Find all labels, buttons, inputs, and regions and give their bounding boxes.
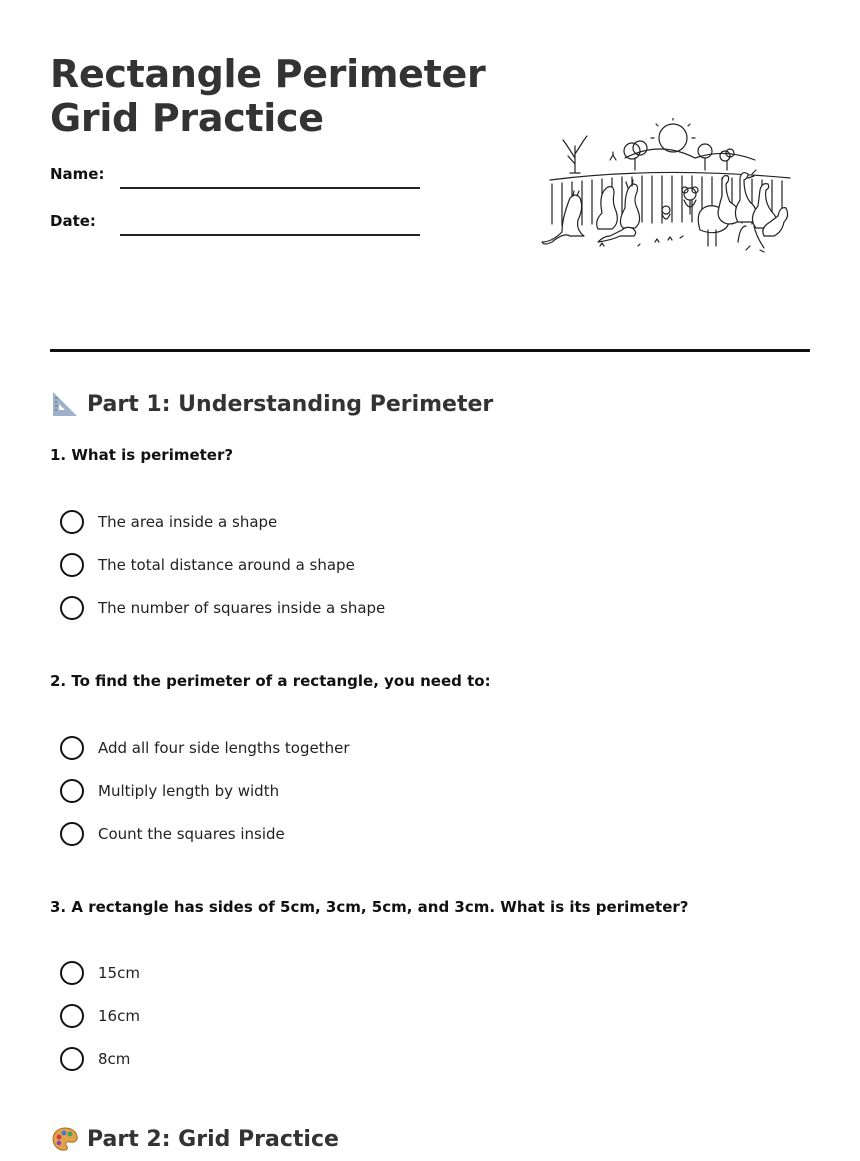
question-2: 2. To find the perimeter of a rectangle, you need to: <box>50 672 491 690</box>
radio-button[interactable] <box>60 822 84 846</box>
q2-option-2[interactable] <box>60 778 279 804</box>
australian-animals-illustration <box>540 118 800 268</box>
option-label: 16cm <box>98 1007 140 1025</box>
q2-option-3[interactable] <box>60 821 285 847</box>
palette-icon <box>50 1124 80 1154</box>
radio-button[interactable] <box>60 736 84 760</box>
worksheet-title <box>50 52 485 140</box>
part1-heading <box>50 389 493 419</box>
name-line[interactable] <box>120 187 420 189</box>
q1-option-2[interactable] <box>60 552 355 578</box>
part2-heading <box>50 1124 339 1154</box>
date-line[interactable] <box>120 234 420 236</box>
q1-option-1[interactable] <box>60 509 277 535</box>
radio-button[interactable] <box>60 553 84 577</box>
date-label: Date: <box>50 212 96 230</box>
option-label: 8cm <box>98 1050 131 1068</box>
option-label: The area inside a shape <box>98 513 278 531</box>
option-label: The number of squares inside a shape <box>98 599 386 617</box>
option-label: Add all four side lengths together <box>98 739 350 757</box>
question-3: 3. A rectangle has sides of 5cm, 3cm, 5cm, and 3cm. What is its perimeter? <box>50 898 689 916</box>
title-line-2: Grid Practice <box>50 96 324 140</box>
triangle-ruler-icon <box>50 389 80 419</box>
title-line-1: Rectangle Perimeter <box>50 52 486 96</box>
q3-option-1[interactable] <box>60 960 140 986</box>
option-label: Count the squares inside <box>98 825 285 843</box>
q1-option-3[interactable] <box>60 595 385 621</box>
option-label: The total distance around a shape <box>98 556 355 574</box>
part1-heading-text: Part 1: Understanding Perimeter <box>87 391 494 417</box>
q2-option-1[interactable] <box>60 735 350 761</box>
radio-button[interactable] <box>60 1047 84 1071</box>
header-divider <box>50 349 810 352</box>
option-label: 15cm <box>98 964 140 982</box>
option-label: Multiply length by width <box>98 782 280 800</box>
radio-button[interactable] <box>60 596 84 620</box>
q3-option-2[interactable] <box>60 1003 140 1029</box>
radio-button[interactable] <box>60 1004 84 1028</box>
radio-button[interactable] <box>60 961 84 985</box>
question-1: 1. What is perimeter? <box>50 446 234 464</box>
q3-option-3[interactable] <box>60 1046 130 1072</box>
radio-button[interactable] <box>60 510 84 534</box>
radio-button[interactable] <box>60 779 84 803</box>
name-label: Name: <box>50 165 105 183</box>
part2-heading-text: Part 2: Grid Practice <box>87 1126 339 1152</box>
